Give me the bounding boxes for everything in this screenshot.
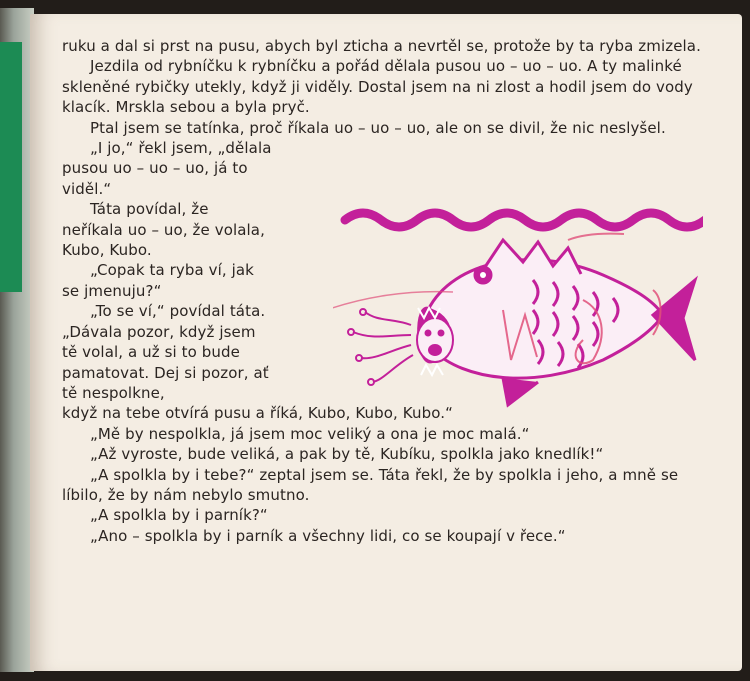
narrow-paragraph-4: „To se ví,“ povídal táta. „Dávala pozor, když jsem tě volal, a už si to bude pamatovat. Dej si pozor, ať tě nespolkne,	[62, 302, 269, 402]
after-paragraph-3: „Až vyroste, bude veliká, a pak by tě, Kubíku, spolkla jako knedlík!“	[90, 445, 604, 464]
pencil-scribble-top	[568, 234, 624, 240]
narrow-column	[62, 138, 272, 403]
after-paragraph-6: „Ano – spolkla by i parník a všechny lidi, co se koupají v řece.“	[90, 526, 566, 545]
narrow-paragraph-2: Táta povídal, že neříkala uo – uo, že volala, Kubo, Kubo.	[62, 200, 265, 260]
spine-green-cover	[0, 42, 22, 292]
narrow-paragraph-3: „Copak ta ryba ví, jak se jmenuju?“	[62, 261, 254, 300]
fish	[428, 240, 695, 405]
fish-illustration	[333, 200, 703, 440]
after-paragraph-1: když na tebe otvírá pusu a říká, Kubo, Kubo, Kubo.“	[62, 404, 453, 423]
paragraph-3: Ptal jsem se tatínka, proč říkala uo – uo – uo, ale on se divil, že nic neslyšel.	[90, 118, 666, 137]
paragraph-1: ruku a dal si prst na pusu, abych byl zticha a nevrtěl se, protože by ta ryba zmizela.	[62, 37, 701, 55]
narrow-paragraph-1: „I jo,“ řekl jsem, „dělala pusou uo – uo – uo, já to viděl.“	[62, 139, 272, 198]
wave-line	[345, 213, 703, 227]
after-paragraph-2: „Mě by nespolkla, já jsem moc veliký a ona je moc malá.“	[90, 424, 530, 443]
after-paragraph-4: „A spolkla by i tebe?“ zeptal jsem se. Táta řekl, že by spolkla i jeho, a mně se líbilo, že by nám nebylo smutno.	[62, 465, 679, 504]
after-paragraph-5: „A spolkla by i parník?“	[90, 506, 268, 525]
boy-face	[417, 318, 453, 362]
paragraph-2: Jezdila od rybníčku k rybníčku a pořád dělala pusou uo – uo – uo. A ty malinké skleněné rybičky utekly, když ji viděly. Dostal jsem na ni zlost a hodil jsem do vody klacík. Mrskla sebou a byla pryč.	[62, 57, 693, 117]
water-splash	[348, 309, 413, 385]
